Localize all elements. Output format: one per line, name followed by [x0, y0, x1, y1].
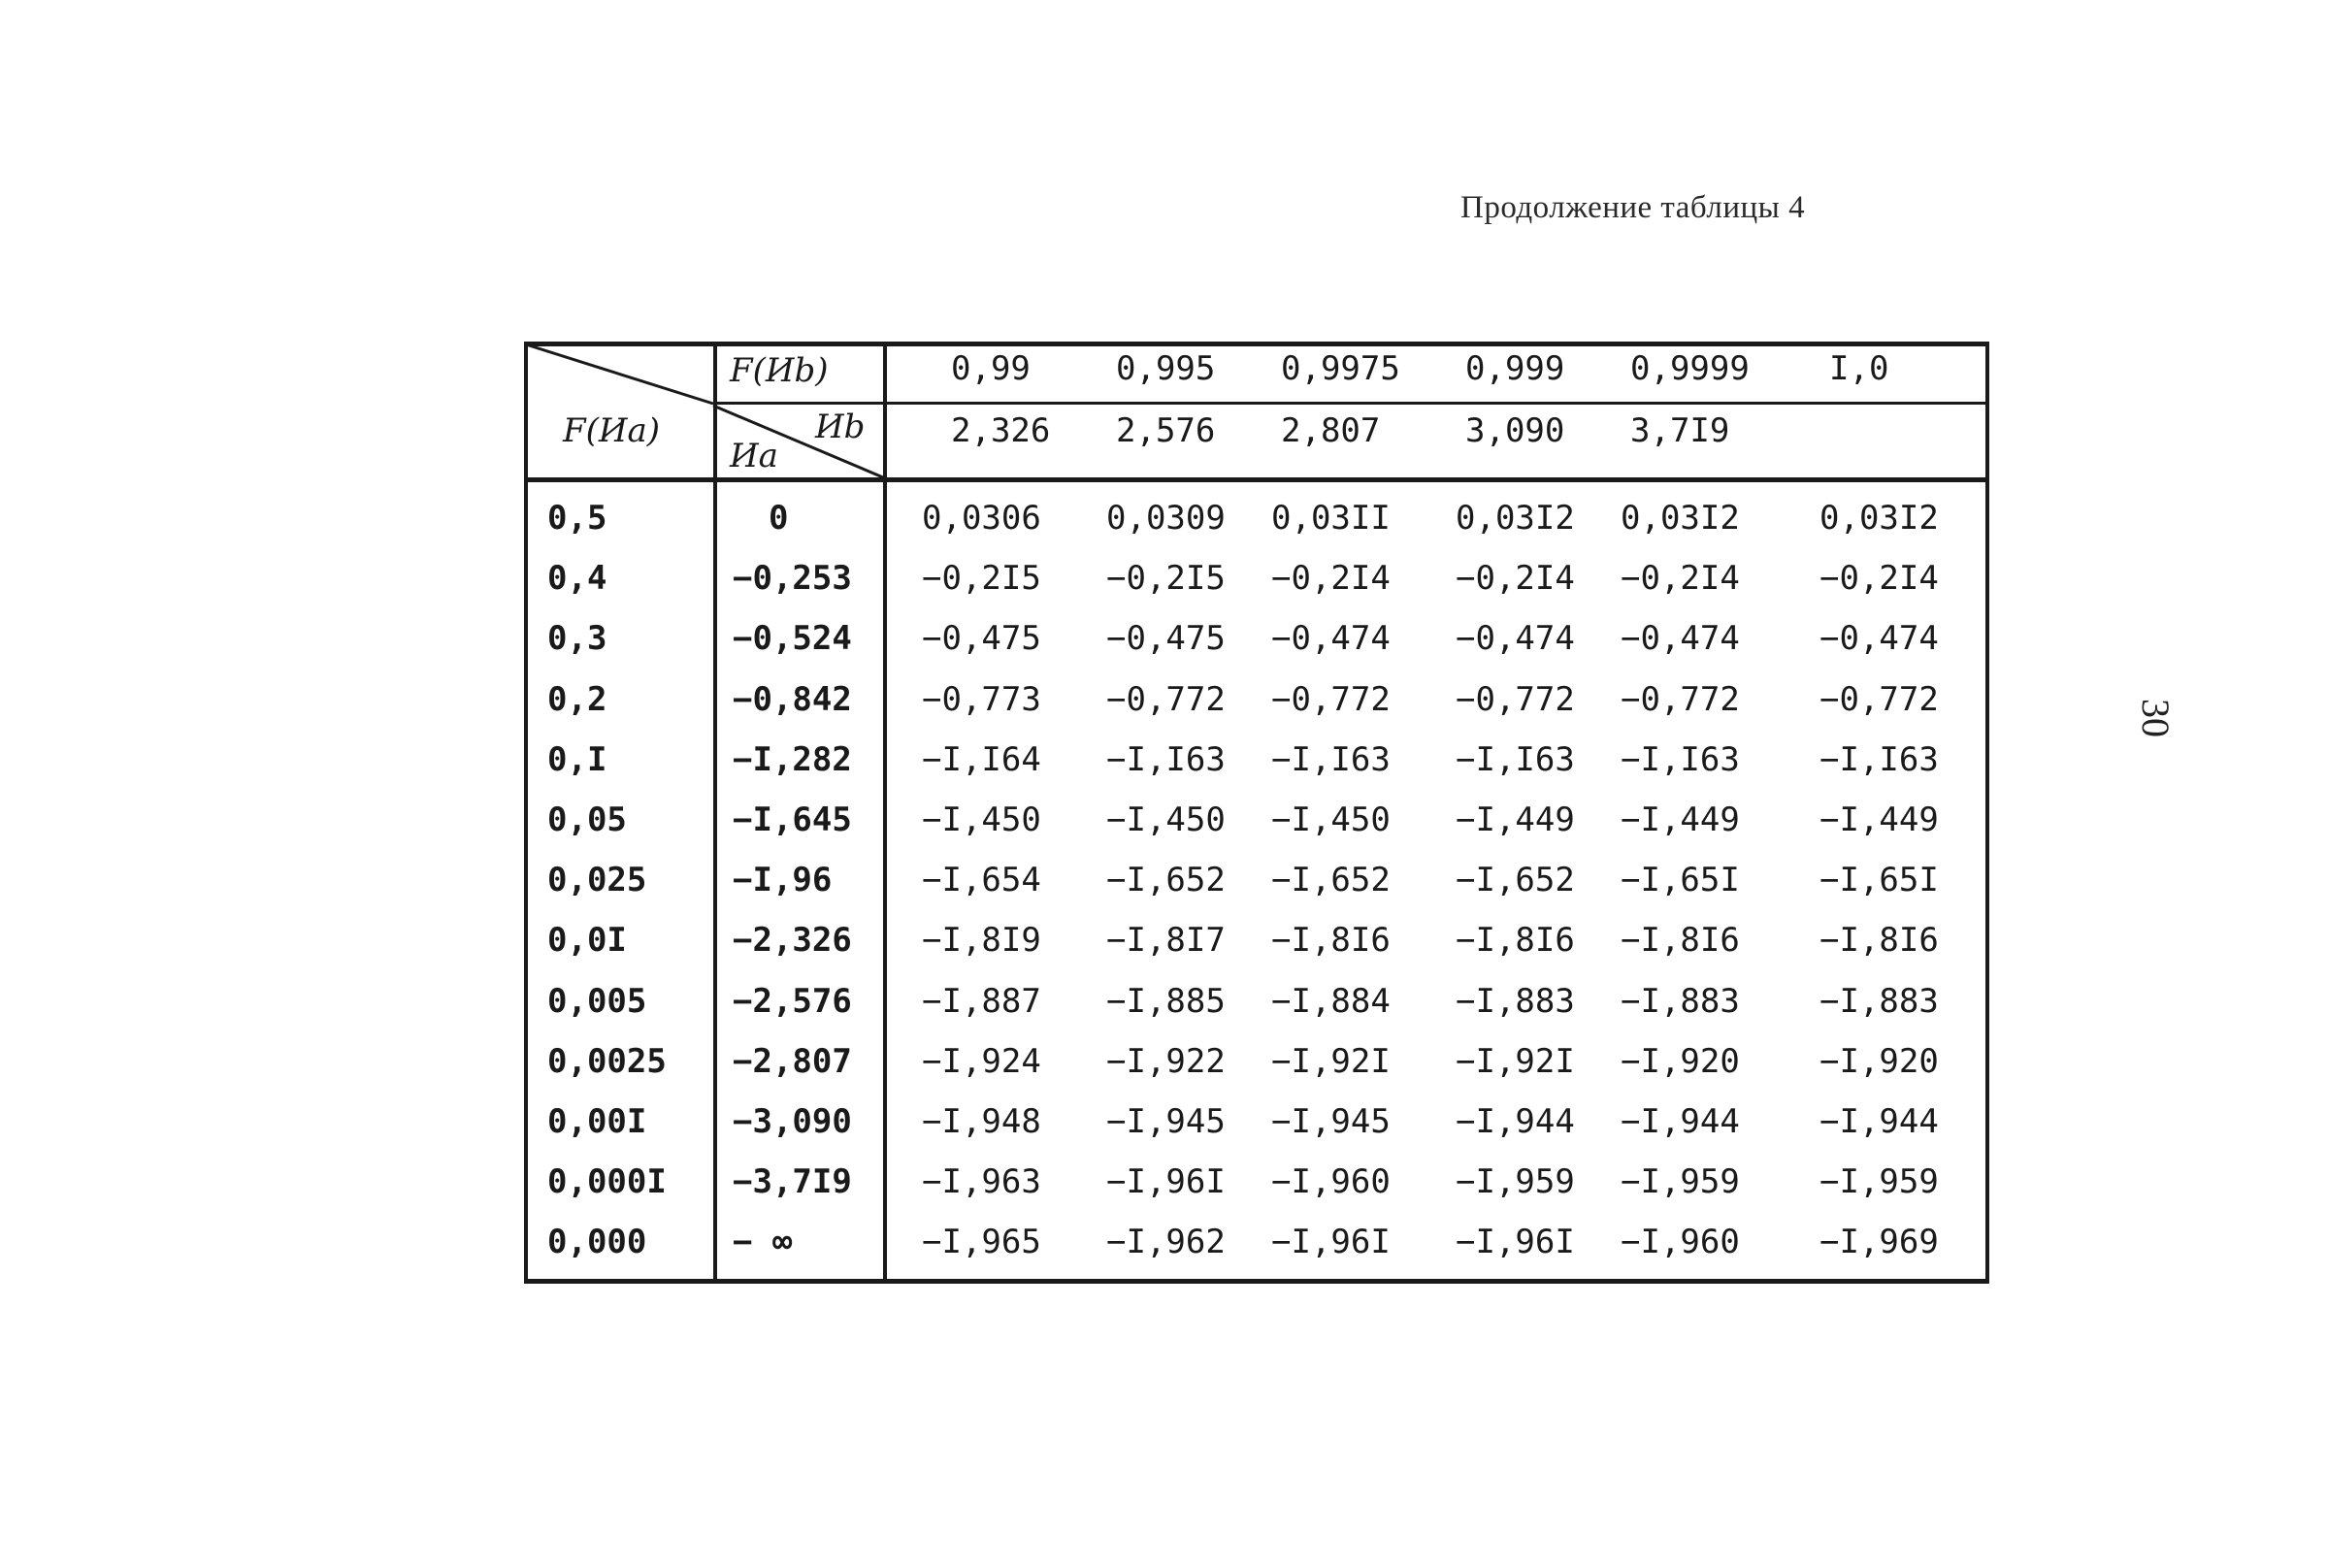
table-cell: −0,772 [1106, 679, 1226, 719]
table-cell: −0,2I4 [1271, 559, 1391, 599]
table-cell: −0,772 [1271, 679, 1391, 719]
table-cell: −0,2I5 [922, 559, 1041, 599]
header-f-value: I,0 [1829, 349, 1889, 388]
row-f-value: 0,00I [547, 1102, 647, 1141]
table-cell: −I,652 [1106, 861, 1226, 900]
row-u-value: −I,645 [733, 800, 852, 839]
table-cell: −I,449 [1819, 800, 1939, 839]
table-cell: −I,96I [1106, 1162, 1226, 1202]
table-cell: −I,8I6 [1456, 921, 1575, 961]
row-u-value: −I,96 [733, 861, 833, 900]
header-u-value: 3,090 [1465, 411, 1565, 450]
row-f-value: 0,4 [547, 559, 607, 599]
table-cell: −I,920 [1621, 1041, 1740, 1081]
header-u-value: 2,807 [1281, 411, 1381, 450]
sub-label-ua: Иa [730, 437, 778, 475]
table-cell: 0,03I2 [1456, 499, 1575, 538]
row-u-value: −I,282 [733, 739, 852, 779]
table-cell: −I,969 [1819, 1223, 1939, 1262]
header-f-value: 0,9999 [1630, 349, 1750, 388]
table-cell: −I,450 [922, 800, 1041, 839]
table-cell: −I,883 [1621, 981, 1740, 1021]
row-f-value: 0,2 [547, 679, 607, 719]
table-cell: −I,8I9 [922, 921, 1041, 961]
table-cell: −I,I63 [1106, 739, 1226, 779]
table-cell: −I,963 [922, 1162, 1041, 1202]
table-cell: −0,475 [1106, 619, 1226, 659]
table-cell: −I,883 [1819, 981, 1939, 1021]
row-u-value: −0,253 [733, 559, 852, 599]
table-cell: −0,2I5 [1106, 559, 1226, 599]
header-u-value: 2,326 [951, 411, 1051, 450]
table-cell: −I,65I [1819, 861, 1939, 900]
table-cell: −I,945 [1271, 1102, 1391, 1141]
header-u-value: 3,7I9 [1630, 411, 1730, 450]
table-cell: −I,965 [922, 1223, 1041, 1262]
table-cell: −I,450 [1271, 800, 1391, 839]
table-cell: −I,924 [922, 1041, 1041, 1081]
table-cell: −I,8I7 [1106, 921, 1226, 961]
table-cell: −I,945 [1106, 1102, 1226, 1141]
table-cell: −I,959 [1456, 1162, 1575, 1202]
table-cell: −I,8I6 [1621, 921, 1740, 961]
table-cell: −I,8I6 [1271, 921, 1391, 961]
table-cell: −I,8I6 [1819, 921, 1939, 961]
table-cell: −0,2I4 [1819, 559, 1939, 599]
row-u-value: − ∞ [733, 1223, 793, 1262]
table-cell: −I,920 [1819, 1041, 1939, 1081]
table-cell: −I,944 [1621, 1102, 1740, 1141]
table-cell: −I,652 [1271, 861, 1391, 900]
table-cell: −I,I63 [1456, 739, 1575, 779]
table-cell: −I,944 [1819, 1102, 1939, 1141]
row-f-value: 0,000 [547, 1223, 647, 1262]
row-u-value: −2,576 [733, 981, 852, 1021]
row-f-value: 0,3 [547, 619, 607, 659]
row-u-value: −0,842 [733, 679, 852, 719]
table-cell: −I,944 [1456, 1102, 1575, 1141]
header-f-value: 0,9975 [1281, 349, 1400, 388]
row-u-value: 0 [769, 499, 789, 538]
table-cell: −0,772 [1456, 679, 1575, 719]
table-cell: −0,772 [1621, 679, 1740, 719]
table-cell: −I,884 [1271, 981, 1391, 1021]
table-cell: −I,654 [922, 861, 1041, 900]
table-cell: −0,2I4 [1456, 559, 1575, 599]
table-cell: 0,0309 [1106, 499, 1226, 538]
col-label-f-ub: F(Иb) [730, 351, 829, 390]
table-cell: −I,450 [1106, 800, 1226, 839]
row-u-value: −2,326 [733, 921, 852, 961]
header-f-value: 0,995 [1116, 349, 1216, 388]
row-f-value: 0,0I [547, 921, 627, 961]
table-cell: −I,92I [1271, 1041, 1391, 1081]
table-cell: −I,959 [1819, 1162, 1939, 1202]
table-caption: Продолжение таблицы 4 [1460, 190, 1806, 225]
sub-label-ub: Иb [815, 408, 866, 446]
row-f-value: 0,025 [547, 861, 647, 900]
table-cell: 0,03II [1271, 499, 1391, 538]
table-cell: −0,474 [1621, 619, 1740, 659]
table-cell: 0,03I2 [1819, 499, 1939, 538]
distribution-table [524, 342, 1989, 1283]
row-u-value: −2,807 [733, 1041, 852, 1081]
table-cell: −I,960 [1621, 1223, 1740, 1262]
table-cell: −I,883 [1456, 981, 1575, 1021]
table-cell: −I,I64 [922, 739, 1041, 779]
table-cell: −I,92I [1456, 1041, 1575, 1081]
table-cell: −I,922 [1106, 1041, 1226, 1081]
table-cell: −I,I63 [1819, 739, 1939, 779]
table-cell: −0,474 [1456, 619, 1575, 659]
row-f-value: 0,000I [547, 1162, 667, 1202]
table-cell: −0,474 [1271, 619, 1391, 659]
table-cell: −I,96I [1271, 1223, 1391, 1262]
table-cell: −I,652 [1456, 861, 1575, 900]
row-f-value: 0,05 [547, 800, 627, 839]
table-cell: −I,962 [1106, 1223, 1226, 1262]
table-cell: −I,960 [1271, 1162, 1391, 1202]
table-cell: −I,I63 [1271, 739, 1391, 779]
row-u-value: −0,524 [733, 619, 852, 659]
row-f-value: 0,5 [547, 499, 607, 538]
table-cell: −I,65I [1621, 861, 1740, 900]
table-cell: −0,474 [1819, 619, 1939, 659]
row-u-value: −3,7I9 [733, 1162, 852, 1202]
table-cell: −I,948 [922, 1102, 1041, 1141]
table-cell: −0,2I4 [1621, 559, 1740, 599]
table-cell: −I,I63 [1621, 739, 1740, 779]
table-cell: 0,0306 [922, 499, 1041, 538]
row-label-f-ua: F(Иa) [563, 411, 661, 450]
table-cell: −I,449 [1456, 800, 1575, 839]
table-cell: −I,959 [1621, 1162, 1740, 1202]
table-cell: −I,449 [1621, 800, 1740, 839]
header-f-value: 0,99 [951, 349, 1031, 388]
header-u-value: 2,576 [1116, 411, 1216, 450]
table-cell: 0,03I2 [1621, 499, 1740, 538]
row-f-value: 0,0025 [547, 1041, 667, 1081]
table-cell: −0,773 [922, 679, 1041, 719]
page-number: 30 [2134, 699, 2178, 737]
table-cell: −I,887 [922, 981, 1041, 1021]
row-f-value: 0,I [547, 739, 607, 779]
table-cell: −0,772 [1819, 679, 1939, 719]
table-cell: −I,885 [1106, 981, 1226, 1021]
table-cell: −I,96I [1456, 1223, 1575, 1262]
row-u-value: −3,090 [733, 1102, 852, 1141]
table-cell: −0,475 [922, 619, 1041, 659]
row-f-value: 0,005 [547, 981, 647, 1021]
header-f-value: 0,999 [1465, 349, 1565, 388]
